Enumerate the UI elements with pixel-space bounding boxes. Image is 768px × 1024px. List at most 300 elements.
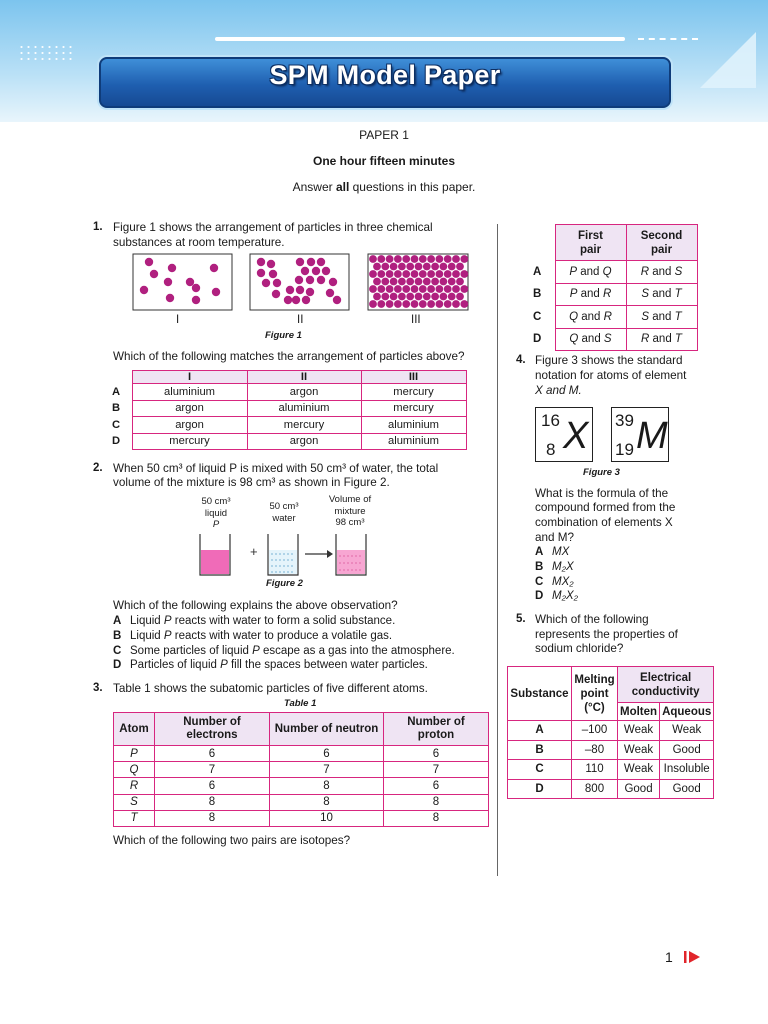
particle: [306, 288, 314, 296]
table-cell: Good: [660, 740, 714, 760]
particle: [436, 300, 444, 308]
table-row: [110, 417, 466, 434]
q2-number: 2.: [93, 462, 103, 474]
particle: [402, 255, 410, 263]
table-cell: 800: [572, 779, 618, 799]
table-cell: Weak: [618, 740, 660, 760]
table-cell: Good: [618, 779, 660, 799]
table-cell: mercury: [247, 417, 361, 434]
table-cell: 6: [384, 778, 489, 794]
particle: [456, 293, 464, 301]
decorative-dots: [18, 44, 74, 62]
particle: [452, 285, 460, 293]
option-letter: B: [508, 740, 572, 760]
fig1-label-ii: II: [297, 314, 304, 326]
q2-line1: When 50 cm³ of liquid P is mixed with 50 cm³ of water, the total: [113, 462, 439, 475]
particle: [145, 258, 153, 266]
q1-question: Which of the following matches the arrangement of particles above?: [113, 350, 465, 363]
table-cell: P and Q: [555, 261, 626, 284]
particle: [460, 255, 468, 263]
table-row: [114, 778, 489, 794]
particle: [369, 270, 377, 278]
decorative-line: [215, 37, 625, 41]
notation-x-box: [535, 407, 593, 462]
particle: [257, 258, 265, 266]
particle: [406, 278, 414, 286]
col-electrical-conductivity: Electrical conductivity: [618, 667, 714, 703]
q1-text: Figure 1 shows the arrangement of particles in three chemical substances at room temperature.: [113, 221, 433, 249]
particle: [284, 296, 292, 304]
m-symbol: M: [636, 415, 668, 457]
col-molten: Molten: [618, 703, 660, 721]
figure-2-caption: Figure 2: [266, 578, 303, 589]
particle: [212, 288, 220, 296]
particle: [406, 263, 414, 271]
option-letter: B: [533, 288, 542, 301]
q4-line2: notation for atoms of element: [535, 369, 687, 382]
particle: [436, 255, 444, 263]
particle: [307, 258, 315, 266]
option-letter: C: [508, 760, 572, 780]
particle: [377, 255, 385, 263]
particle: [192, 284, 200, 292]
col-substance: Substance: [508, 667, 572, 721]
q2-options: [113, 614, 493, 673]
answer-option: [113, 614, 493, 629]
table-cell: Q and R: [555, 306, 626, 329]
table-cell: argon: [247, 384, 361, 401]
table-row: [114, 746, 489, 762]
table-row: [508, 740, 714, 760]
table-cell: Weak: [660, 721, 714, 741]
table-cell: Insoluble: [660, 760, 714, 780]
table-row: [110, 384, 466, 401]
q3-answer-table-wrap: [531, 224, 698, 351]
q1-col-ii: II: [247, 371, 361, 384]
q1-col-iii: III: [361, 371, 466, 384]
particle: [390, 278, 398, 286]
particle: [386, 255, 394, 263]
table-row: [531, 328, 697, 351]
table-cell: 7: [384, 762, 489, 778]
q1-table: [110, 370, 467, 450]
particle: [306, 276, 314, 284]
particle: [390, 263, 398, 271]
particle: [286, 286, 294, 294]
table-cell: S and T: [626, 306, 697, 329]
table-cell: aluminium: [132, 384, 247, 401]
particle: [369, 300, 377, 308]
col-electrons: Number of electrons: [155, 713, 270, 746]
option-text: Some particles of liquid P escape as a gas into the atmosphere.: [130, 644, 455, 657]
particle: [262, 279, 270, 287]
particle: [373, 293, 381, 301]
particle: [377, 270, 385, 278]
particle: [402, 270, 410, 278]
particle: [436, 285, 444, 293]
particle: [394, 300, 402, 308]
q5-number: 5.: [516, 613, 526, 625]
table-cell: T: [114, 810, 155, 826]
particle: [448, 293, 456, 301]
table-cell: 8: [155, 794, 270, 810]
particle: [390, 293, 398, 301]
q4-question-3: combination of elements X: [535, 516, 673, 529]
table-row: [531, 306, 697, 329]
option-text: Particles of liquid P fill the spaces between water particles.: [130, 659, 428, 672]
particle: [452, 255, 460, 263]
option-letter: D: [533, 333, 542, 346]
particle: [166, 294, 174, 302]
particle: [444, 300, 452, 308]
option-text: Liquid P reacts with water to produce a volatile gas.: [130, 629, 393, 642]
particle: [164, 278, 172, 286]
particle: [295, 276, 303, 284]
table-cell: 6: [384, 746, 489, 762]
particle: [419, 285, 427, 293]
particle: [257, 269, 265, 277]
q4-number: 4.: [516, 354, 526, 366]
particle: [456, 278, 464, 286]
x-nucleon-number: 16: [541, 411, 560, 430]
particle: [419, 255, 427, 263]
col-melting-point: Melting point (°C): [572, 667, 618, 721]
table-header-row: [508, 667, 714, 703]
q3-answer-table: [531, 224, 698, 351]
particle: [150, 270, 158, 278]
table-cell: –100: [572, 721, 618, 741]
table-cell: R and T: [626, 328, 697, 351]
m-proton-number: 19: [615, 440, 634, 459]
figure-1: [130, 252, 470, 312]
particle: [272, 290, 280, 298]
table-header-row: [114, 713, 489, 746]
arrow-head: [327, 550, 333, 558]
particle: [411, 300, 419, 308]
table-cell: argon: [132, 400, 247, 417]
particle: [317, 276, 325, 284]
table-cell: Weak: [618, 760, 660, 780]
table-cell: mercury: [132, 433, 247, 450]
particle: [394, 270, 402, 278]
table-row: [531, 261, 697, 284]
paper-instruction: Answer all questions in this paper.: [292, 180, 476, 194]
m-nucleon-number: 39: [615, 411, 634, 430]
particle: [460, 270, 468, 278]
option-formula: M₂X₂: [552, 590, 579, 603]
column-divider: [497, 224, 498, 876]
option-letter: C: [533, 310, 542, 323]
q5-table-wrap: [507, 666, 714, 799]
paper-label: PAPER 1: [359, 128, 409, 142]
answer-option: [113, 629, 493, 644]
table-row: [114, 794, 489, 810]
fig2-label-water: 50 cm³ water: [269, 501, 299, 524]
option-formula: MX: [552, 546, 570, 558]
table-cell: S: [114, 794, 155, 810]
particle: [402, 285, 410, 293]
option-letter: D: [113, 659, 122, 672]
table-row: [508, 721, 714, 741]
particle: [460, 300, 468, 308]
particle: [431, 293, 439, 301]
table-cell: aluminium: [361, 433, 466, 450]
table-cell: aluminium: [361, 417, 466, 434]
particle: [312, 267, 320, 275]
particle: [444, 270, 452, 278]
q4-options: [535, 545, 655, 604]
particle: [427, 255, 435, 263]
table-cell: mercury: [361, 400, 466, 417]
q4-line1: Figure 3 shows the standard: [535, 354, 683, 367]
table-row: [114, 810, 489, 826]
option-formula: MX₂: [552, 575, 574, 588]
particle: [415, 293, 423, 301]
option-letter: A: [508, 721, 572, 741]
q5-line3: sodium chloride?: [535, 642, 624, 655]
particle: [419, 300, 427, 308]
option-text: Liquid P reacts with water to form a solid substance.: [130, 615, 396, 627]
x-proton-number: 8: [546, 440, 556, 459]
option-letter: D: [535, 590, 544, 603]
particle: [302, 296, 310, 304]
table-cell: 8: [155, 810, 270, 826]
particle: [398, 263, 406, 271]
answer-option: [113, 658, 493, 673]
option-letter: A: [112, 385, 121, 398]
q1-col-i: I: [132, 371, 247, 384]
particle: [398, 278, 406, 286]
q4-line3: X and M.: [535, 384, 582, 397]
particle: [398, 293, 406, 301]
particle: [440, 293, 448, 301]
fig1-label-iii: III: [411, 314, 421, 326]
q3-question: Which of the following two pairs are isotopes?: [113, 834, 351, 847]
table-cell: 8: [270, 794, 384, 810]
page-number: 1: [665, 949, 673, 965]
particle: [431, 278, 439, 286]
particle: [423, 278, 431, 286]
answer-option: [535, 545, 655, 560]
particle: [296, 286, 304, 294]
table-cell: 6: [270, 746, 384, 762]
table-cell: mercury: [361, 384, 466, 401]
q1-table-wrap: [110, 370, 467, 450]
q4-question-1: What is the formula of the: [535, 487, 669, 500]
beaker-liquid-p-fill: [201, 550, 229, 574]
x-symbol: X: [563, 415, 589, 457]
table-row: [114, 762, 489, 778]
table-cell: 6: [155, 746, 270, 762]
particle: [329, 278, 337, 286]
particle: [296, 258, 304, 266]
particle: [369, 285, 377, 293]
notation-m-box: [611, 407, 669, 462]
fig2-label-liquid: 50 cm³ liquid P: [201, 496, 231, 530]
particle: [411, 285, 419, 293]
col-neutron: Number of neutron: [270, 713, 384, 746]
particle: [192, 296, 200, 304]
particle: [292, 296, 300, 304]
particle: [168, 264, 176, 272]
particle: [322, 267, 330, 275]
particle: [326, 289, 334, 297]
option-formula: M₂X: [552, 560, 574, 573]
particle: [460, 285, 468, 293]
particle: [444, 255, 452, 263]
figure-2: [195, 530, 375, 578]
option-letter: A: [113, 615, 122, 627]
col-second-pair: Second pair: [626, 225, 697, 261]
particle: [267, 260, 275, 268]
table-cell: 110: [572, 760, 618, 780]
option-letter: C: [113, 644, 122, 657]
particle: [369, 255, 377, 263]
col-proton: Number of proton: [384, 713, 489, 746]
option-letter: A: [533, 265, 542, 278]
particle: [386, 300, 394, 308]
particle: [423, 263, 431, 271]
particle: [419, 270, 427, 278]
table-cell: argon: [132, 417, 247, 434]
particle: [452, 270, 460, 278]
table-cell: aluminium: [247, 400, 361, 417]
table-cell: 7: [155, 762, 270, 778]
particle: [436, 270, 444, 278]
figure-1-caption: Figure 1: [265, 330, 302, 341]
particle: [386, 270, 394, 278]
particle: [381, 278, 389, 286]
answer-option: [535, 589, 655, 604]
option-letter: B: [113, 629, 122, 642]
table-cell: 10: [270, 810, 384, 826]
plus-sign: +: [250, 544, 258, 559]
col-aqueous: Aqueous: [660, 703, 714, 721]
q4-question-4: and M?: [535, 531, 574, 544]
option-letter: B: [535, 560, 544, 573]
table-cell: R: [114, 778, 155, 794]
particles-iii: [369, 255, 468, 308]
table-cell: P: [114, 746, 155, 762]
particle: [186, 278, 194, 286]
option-letter: C: [535, 575, 544, 588]
particle: [456, 263, 464, 271]
particle: [377, 300, 385, 308]
table-cell: Weak: [618, 721, 660, 741]
table-cell: argon: [247, 433, 361, 450]
table-cell: 8: [384, 810, 489, 826]
table-cell: 8: [270, 778, 384, 794]
particle: [333, 296, 341, 304]
option-letter: A: [535, 546, 544, 558]
table-cell: R and S: [626, 261, 697, 284]
q5-line1: Which of the following: [535, 613, 649, 626]
particle: [415, 263, 423, 271]
q2-question: Which of the following explains the above observation?: [113, 599, 398, 612]
table-row: [110, 433, 466, 450]
q5-table: [507, 666, 714, 799]
particle: [427, 270, 435, 278]
option-letter: B: [112, 402, 121, 415]
col-atom: Atom: [114, 713, 155, 746]
particle: [415, 278, 423, 286]
answer-option: [535, 560, 655, 575]
figure-3-caption: Figure 3: [583, 467, 620, 478]
option-letter: D: [112, 435, 121, 448]
particle: [440, 278, 448, 286]
decorative-triangle: [700, 32, 756, 88]
page-title: SPM Model Paper: [269, 60, 501, 90]
paper-duration: One hour fifteen minutes: [312, 154, 455, 168]
answer-option: [113, 644, 493, 659]
particle: [386, 285, 394, 293]
table-row: [110, 400, 466, 417]
particle: [423, 293, 431, 301]
particle: [377, 285, 385, 293]
particle: [411, 255, 419, 263]
q5-line2: represents the properties of: [535, 628, 678, 641]
q4-question-2: compound formed from the: [535, 501, 676, 514]
q2-line2: volume of the mixture is 98 cm³ as shown in Figure 2.: [113, 476, 390, 489]
table-header-row: [531, 225, 697, 261]
particle: [381, 293, 389, 301]
particle: [394, 285, 402, 293]
particle: [431, 263, 439, 271]
table-cell: Q and S: [555, 328, 626, 351]
particle: [373, 263, 381, 271]
particle: [317, 258, 325, 266]
fig1-label-i: I: [176, 314, 180, 326]
particle: [394, 255, 402, 263]
table-cell: Good: [660, 779, 714, 799]
decorative-dashes: [638, 38, 698, 40]
particle: [140, 286, 148, 294]
particle: [411, 270, 419, 278]
next-page-icon: [683, 950, 701, 964]
table-cell: 6: [155, 778, 270, 794]
particle: [402, 300, 410, 308]
table-1: [113, 712, 489, 827]
table-cell: –80: [572, 740, 618, 760]
particle: [440, 263, 448, 271]
particle: [273, 279, 281, 287]
option-letter: C: [112, 418, 121, 431]
particle: [452, 300, 460, 308]
table-cell: 7: [270, 762, 384, 778]
particle: [448, 278, 456, 286]
table-header-row: [110, 371, 466, 384]
q3-table-wrap: [113, 712, 489, 827]
particle: [448, 263, 456, 271]
table-cell: 8: [384, 794, 489, 810]
table-row: [508, 760, 714, 780]
option-letter: D: [508, 779, 572, 799]
fig2-label-mixture: Volume of mixture 98 cm³: [328, 494, 372, 528]
particle: [301, 267, 309, 275]
answer-option: [535, 575, 655, 590]
col-first-pair: First pair: [555, 225, 626, 261]
particle: [427, 300, 435, 308]
particle: [381, 263, 389, 271]
table-row: [508, 779, 714, 799]
particle: [373, 278, 381, 286]
particle: [210, 264, 218, 272]
table-cell: Q: [114, 762, 155, 778]
q1-number: 1.: [93, 221, 103, 233]
table-cell: P and R: [555, 283, 626, 306]
q3-number: 3.: [93, 682, 103, 694]
table-1-caption: Table 1: [284, 698, 317, 709]
